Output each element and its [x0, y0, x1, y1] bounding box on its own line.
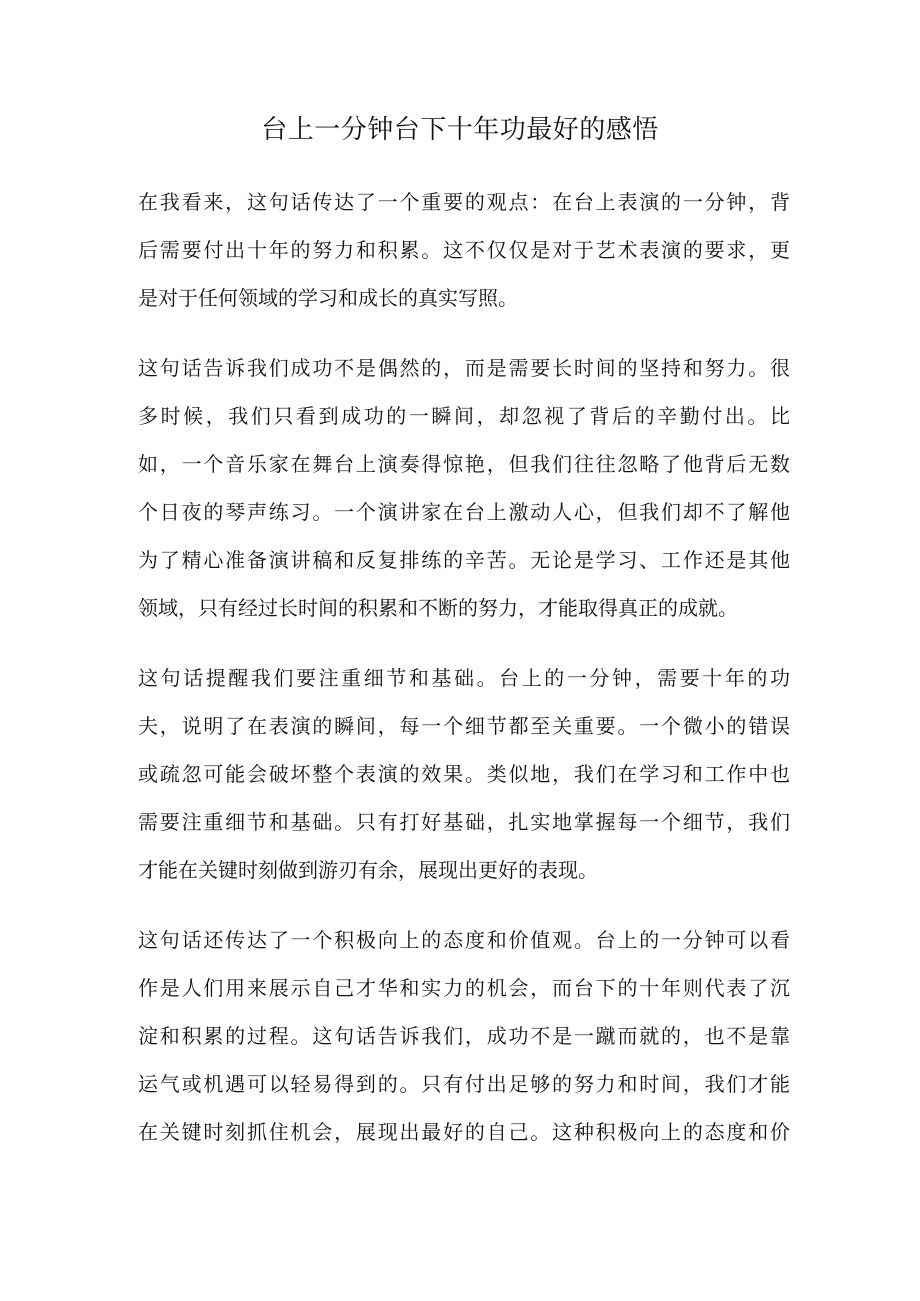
paragraph-line: 如，一个音乐家在舞台上演奏得惊艳，但我们往往忽略了他背后无数	[138, 452, 790, 476]
paragraph-4	[138, 916, 790, 1156]
paragraph-line: 这句话还传达了一个积极向上的态度和价值观。台上的一分钟可以看	[138, 928, 790, 952]
paragraph-line: 后需要付出十年的努力和积累。这不仅仅是对于艺术表演的要求，更	[138, 238, 790, 262]
paragraph-line: 这句话告诉我们成功不是偶然的，而是需要长时间的坚持和努力。很	[138, 356, 790, 380]
paragraph-line: 在关键时刻抓住机会，展现出最好的自己。这种积极向上的态度和价	[138, 1120, 790, 1144]
paragraph-2	[138, 344, 790, 632]
document-body	[138, 178, 790, 1178]
paragraph-line: 作是人们用来展示自己才华和实力的机会，而台下的十年则代表了沉	[138, 976, 790, 1000]
paragraph-line: 才能在关键时刻做到游刃有余，展现出更好的表现。	[138, 858, 598, 882]
paragraph-line: 夫，说明了在表演的瞬间，每一个细节都至关重要。一个微小的错误	[138, 714, 790, 738]
paragraph-line: 需要注重细节和基础。只有打好基础，扎实地掌握每一个细节，我们	[138, 810, 790, 834]
paragraph-line: 或疏忽可能会破坏整个表演的效果。类似地，我们在学习和工作中也	[138, 762, 790, 786]
paragraph-line: 淀和积累的过程。这句话告诉我们，成功不是一蹴而就的，也不是靠	[138, 1024, 790, 1048]
paragraph-line: 个日夜的琴声练习。一个演讲家在台上激动人心，但我们却不了解他	[138, 500, 790, 524]
document-title: 台上一分钟台下十年功最好的感悟	[261, 115, 659, 145]
paragraph-1	[138, 178, 790, 322]
paragraph-line: 是对于任何领域的学习和成长的真实写照。	[138, 286, 518, 310]
paragraph-line: 多时候，我们只看到成功的一瞬间，却忽视了背后的辛勤付出。比	[138, 404, 790, 428]
paragraph-line: 在我看来，这句话传达了一个重要的观点：在台上表演的一分钟，背	[138, 190, 790, 214]
paragraph-line: 这句话提醒我们要注重细节和基础。台上的一分钟，需要十年的功	[138, 666, 790, 690]
paragraph-line: 为了精心准备演讲稿和反复排练的辛苦。无论是学习、工作还是其他	[138, 548, 790, 572]
paragraph-3	[138, 654, 790, 894]
paragraph-line: 领域，只有经过长时间的积累和不断的努力，才能取得真正的成就。	[138, 596, 738, 620]
paragraph-line: 运气或机遇可以轻易得到的。只有付出足够的努力和时间，我们才能	[138, 1072, 790, 1096]
